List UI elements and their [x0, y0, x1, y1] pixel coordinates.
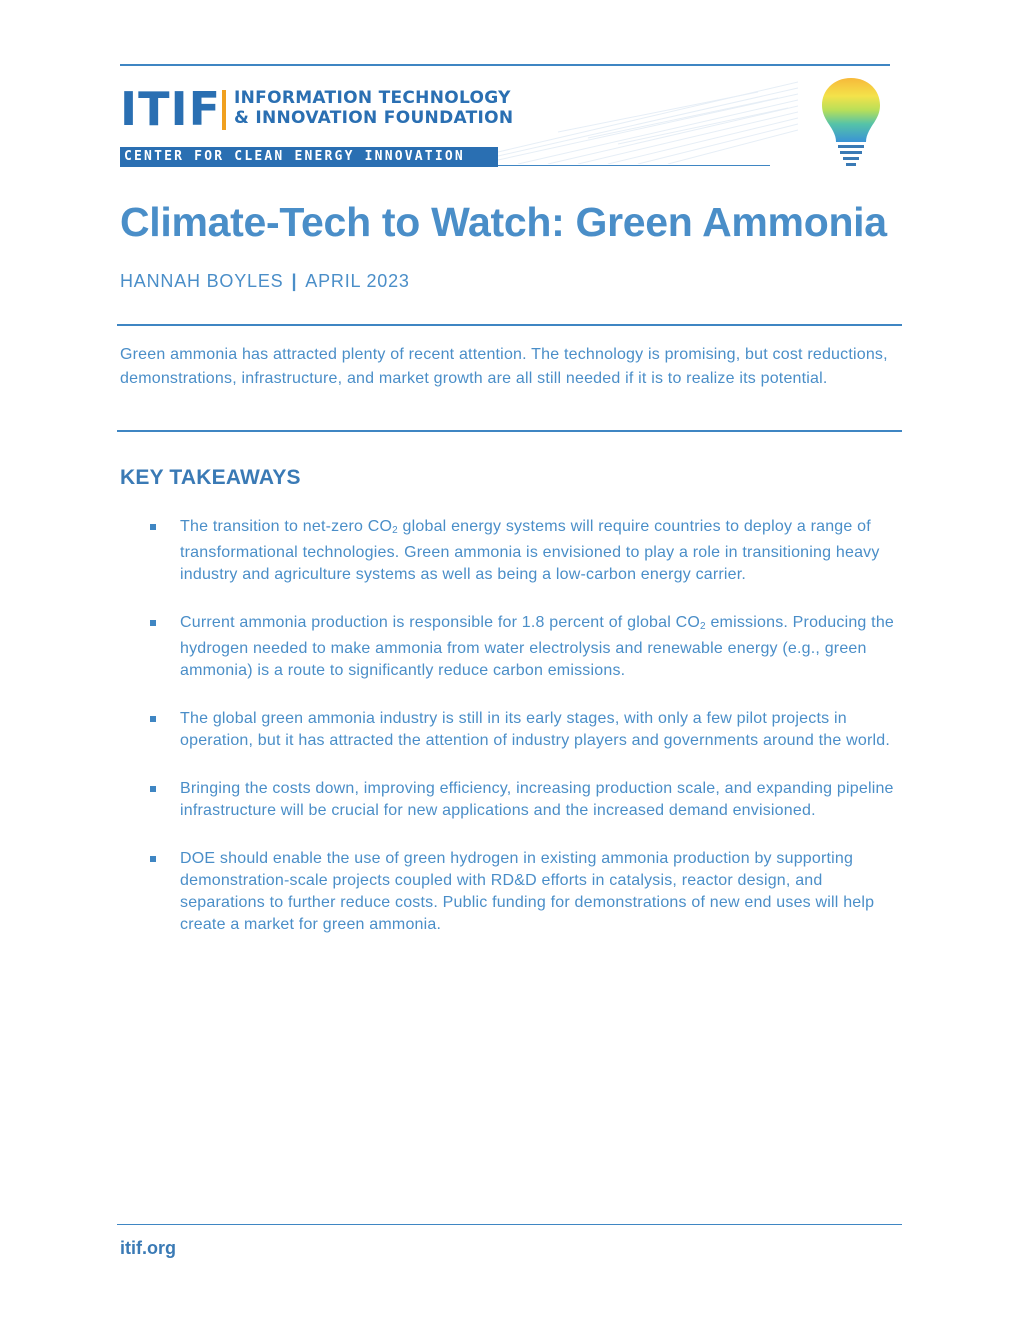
square-bullet-icon: [150, 620, 156, 626]
footer-rule: [117, 1224, 902, 1225]
key-takeaways-list: [150, 516, 900, 962]
organization-name-line1: INFORMATION TECHNOLOGY: [234, 88, 511, 108]
square-bullet-icon: [150, 716, 156, 722]
takeaway-item: DOE should enable the use of green hydrogen in existing ammonia production by supporting demonstration-scale projects coupled with RD&D efforts in catalysis, reactor design, and separations to further reduce costs. Public funding for demonstrations of new end uses will help create a market for green ammonia.: [150, 848, 900, 936]
takeaway-item: Bringing the costs down, improving efficiency, increasing production scale, and expanding pipeline infrastructure will be crucial for new applications and the increased demand envisioned.: [150, 778, 900, 822]
square-bullet-icon: [150, 524, 156, 530]
header-top-rule: [120, 64, 890, 66]
lightbulb-logo-icon: [818, 74, 884, 170]
summary-top-rule: [117, 324, 902, 326]
page-title: Climate-Tech to Watch: Green Ammonia: [120, 199, 887, 245]
square-bullet-icon: [150, 856, 156, 862]
decorative-line-pattern: [498, 72, 798, 164]
center-banner-rule: [498, 165, 770, 166]
takeaway-item: Current ammonia production is responsible for 1.8 percent of global $CO_2$ emissions. Producing the hydrogen needed to make ammonia from water electrolysis and renewable energy (e.g., green ammonia) is a route to significantly reduce carbon emissions.: [150, 612, 900, 682]
byline: [120, 270, 410, 292]
publication-date: APRIL 2023: [305, 271, 410, 291]
organization-name-line2: & INNOVATION FOUNDATION: [234, 108, 514, 128]
footer-site-link[interactable]: itif.org: [120, 1238, 176, 1258]
logo-separator: [222, 90, 226, 130]
author-name: HANNAH BOYLES: [120, 271, 284, 291]
itif-logo-text: ITIF: [120, 82, 222, 136]
center-banner: CENTER FOR CLEAN ENERGY INNOVATION: [120, 147, 498, 167]
takeaway-item: The transition to net-zero $CO_2$ global energy systems will require countries to deploy a range of transformational technologies. Green ammonia is envisioned to play a role in transitioning heavy industry and agriculture systems as well as being a low-carbon energy carrier.: [150, 516, 900, 586]
summary-bottom-rule: [117, 430, 902, 432]
takeaway-item: The global green ammonia industry is still in its early stages, with only a few pilot projects in operation, but it has attracted the attention of industry players and governments around the world.: [150, 708, 900, 752]
summary-text: Green ammonia has attracted plenty of recent attention. The technology is promising, but cost reductions, demonstrations, infrastructure, and market growth are all still needed if it is to realize its potential.: [120, 346, 888, 387]
organization-name: [234, 88, 513, 128]
byline-separator: |: [291, 271, 298, 291]
square-bullet-icon: [150, 786, 156, 792]
key-takeaways-heading: KEY TAKEAWAYS: [120, 466, 301, 489]
